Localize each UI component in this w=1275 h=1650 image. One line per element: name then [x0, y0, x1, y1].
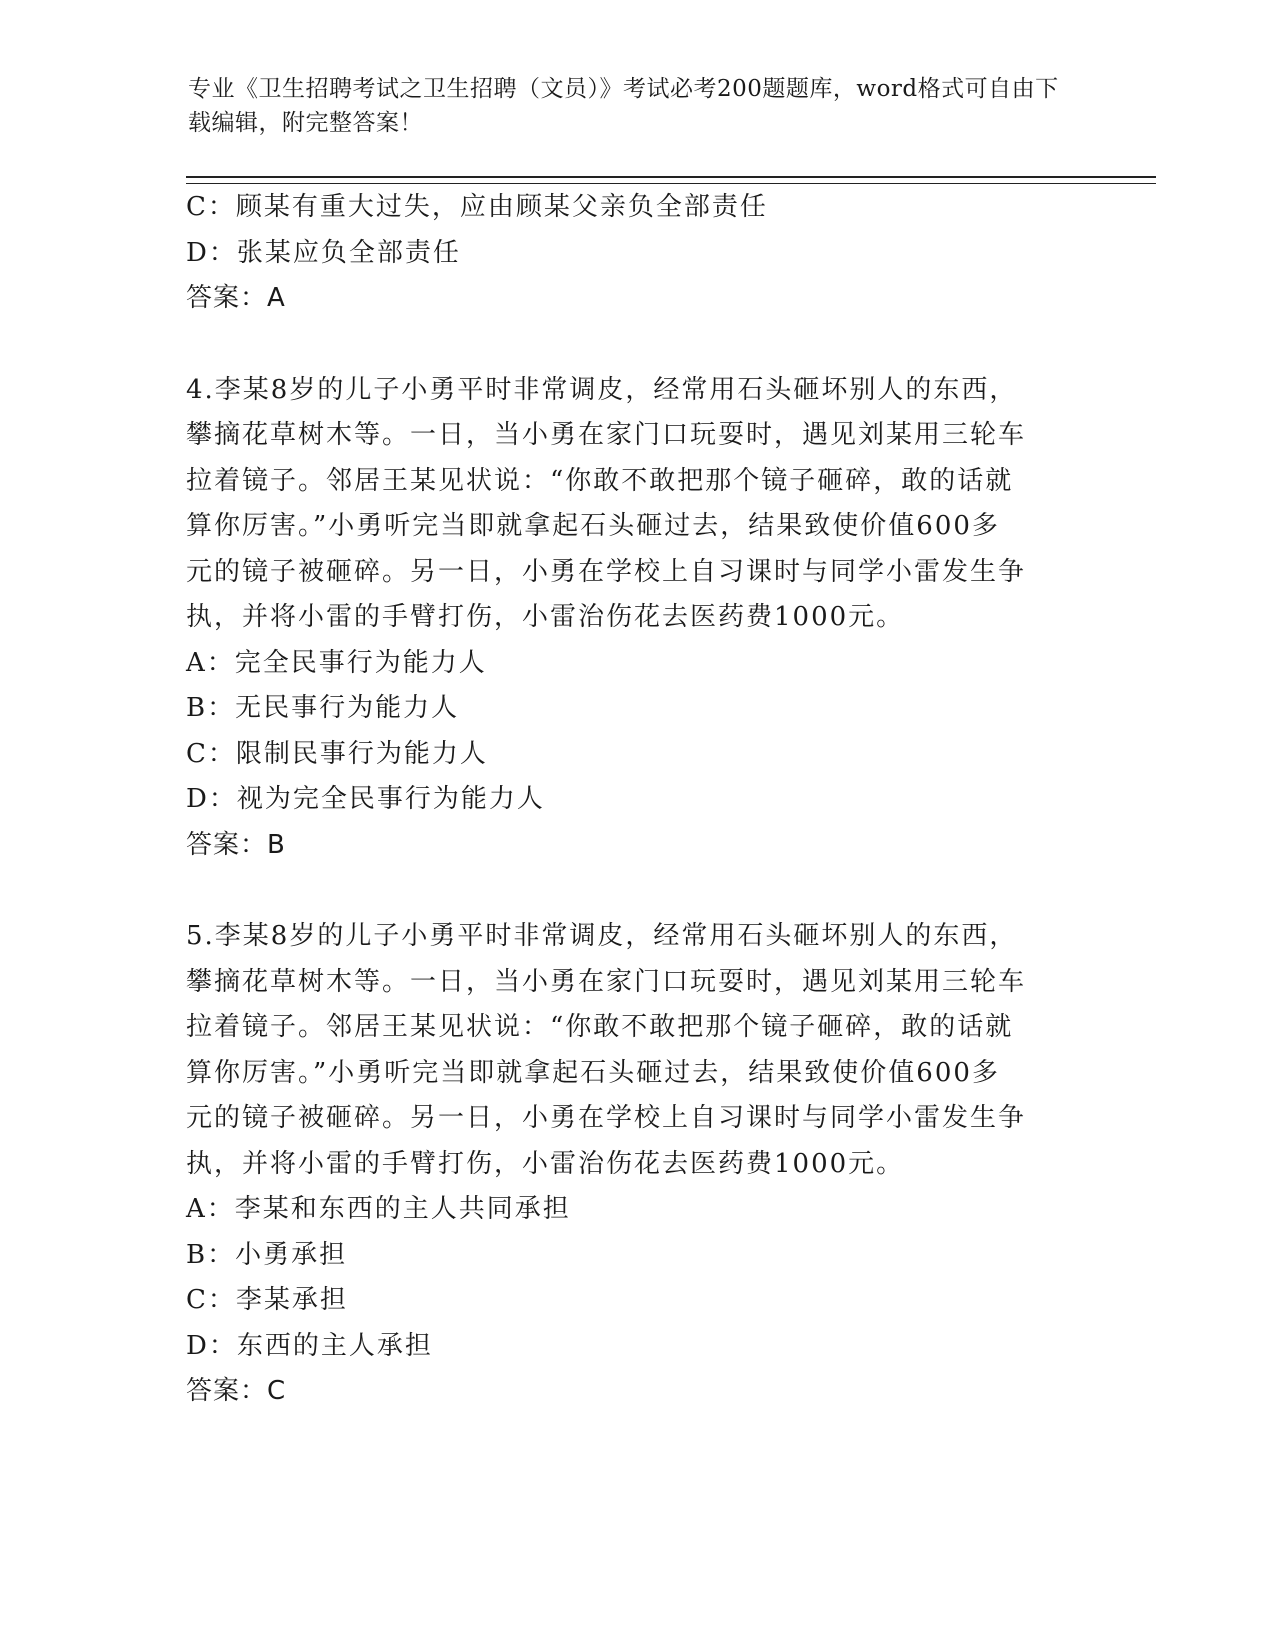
option-b: B：无民事行为能力人 — [186, 693, 460, 723]
question-content — [186, 185, 1066, 1415]
option-c: C：顾某有重大过失，应由顾某父亲负全部责任 — [186, 192, 768, 222]
question-stem-line: 攀摘花草树木等。一日，当小勇在家门口玩耍时，遇见刘某用三轮车 — [186, 420, 1027, 450]
answer-line: 答案：C — [186, 1376, 287, 1406]
question-5 — [186, 914, 1066, 1415]
option-a: A：完全民事行为能力人 — [186, 647, 487, 678]
question-stem-line: 拉着镜子。邻居王某见状说：“你敢不敢把那个镜子砸碎，敢的话就 — [186, 465, 1014, 496]
option-c: C：限制民事行为能力人 — [186, 738, 488, 769]
option-c: C：李某承担 — [186, 1285, 348, 1315]
question-stem-line: 执，并将小雷的手臂打伤，小雷治伤花去医药费1000元。 — [186, 602, 905, 632]
option-d: D：张某应负全部责任 — [186, 237, 461, 268]
question-stem-line: 执，并将小雷的手臂打伤，小雷治伤花去医药费1000元。 — [186, 1148, 905, 1179]
question-stem-line: 元的镜子被砸碎。另一日，小勇在学校上自习课时与同学小雷发生争 — [186, 556, 1027, 587]
question-stem-line: 元的镜子被砸碎。另一日，小勇在学校上自习课时与同学小雷发生争 — [186, 1103, 1027, 1133]
page-header-title: 专业《卫生招聘考试之卫生招聘（文员）》考试必考200题题库，word格式可自由下载编辑，附完整答案！ — [188, 76, 1059, 136]
question-stem-line: 攀摘花草树木等。一日，当小勇在家门口玩耍时，遇见刘某用三轮车 — [186, 966, 1027, 997]
answer-line: 答案：A — [186, 283, 286, 313]
answer-line: 答案：B — [186, 829, 286, 860]
question-stem-line: 4.李某8岁的儿子小勇平时非常调皮，经常用石头砸坏别人的东西， — [186, 374, 1018, 405]
question-stem-line: 算你厉害。”小勇听完当即就拿起石头砸过去，结果致使价值600多 — [186, 511, 1000, 541]
option-d: D：视为完全民事行为能力人 — [186, 784, 545, 814]
option-a: A：李某和东西的主人共同承担 — [186, 1194, 571, 1224]
header-rule-thin — [186, 183, 1156, 184]
option-d: D：东西的主人承担 — [186, 1330, 433, 1361]
option-b: B：小勇承担 — [186, 1239, 348, 1270]
question-spacer — [186, 322, 1066, 368]
question-3 — [186, 185, 1066, 322]
question-spacer — [186, 868, 1066, 914]
question-stem-line: 5.李某8岁的儿子小勇平时非常调皮，经常用石头砸坏别人的东西， — [186, 921, 1018, 951]
question-4 — [186, 368, 1066, 869]
header-rule-thick — [186, 176, 1156, 178]
question-stem-line: 算你厉害。”小勇听完当即就拿起石头砸过去，结果致使价值600多 — [186, 1057, 1000, 1088]
question-stem-line: 拉着镜子。邻居王某见状说：“你敢不敢把那个镜子砸碎，敢的话就 — [186, 1012, 1014, 1042]
